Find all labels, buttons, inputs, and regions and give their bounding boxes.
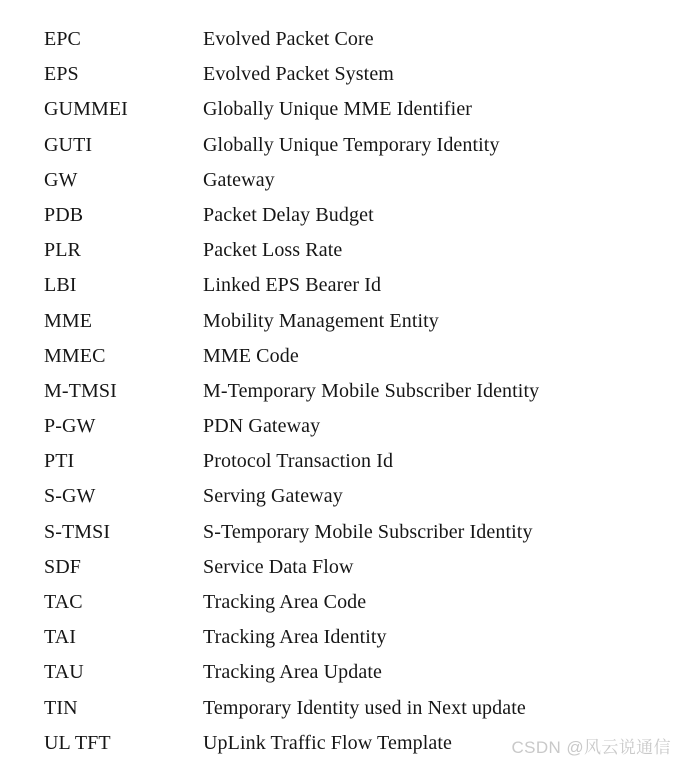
abbreviation-definition: Globally Unique MME Identifier — [203, 98, 473, 121]
glossary-row — [44, 304, 664, 339]
glossary-row — [44, 585, 664, 620]
abbreviation-definition: S-Temporary Mobile Subscriber Identity — [203, 520, 533, 543]
abbreviation-term: EPC — [44, 28, 81, 50]
abbreviation-term: SDF — [44, 555, 81, 578]
glossary-row — [44, 691, 664, 726]
glossary-row — [44, 620, 664, 655]
glossary-row — [44, 128, 664, 163]
glossary-row — [44, 409, 664, 444]
abbreviation-definition: MME Code — [203, 344, 299, 367]
glossary-row — [44, 163, 664, 198]
glossary-row — [44, 655, 664, 690]
glossary-row — [44, 374, 664, 409]
glossary-row — [44, 479, 664, 514]
abbreviation-definition: Service Data Flow — [203, 555, 354, 578]
abbreviation-definition: Tracking Area Identity — [203, 626, 387, 649]
abbreviation-definition: Temporary Identity used in Next update — [203, 696, 526, 719]
abbreviation-term: TAU — [44, 661, 84, 684]
abbreviation-term: UL TFT — [44, 731, 111, 754]
abbreviation-definition: Protocol Transaction Id — [203, 450, 394, 473]
abbreviation-term: GUMMEI — [44, 98, 128, 121]
csdn-watermark: CSDN @风云说通信 — [511, 738, 671, 757]
abbreviation-term: P-GW — [44, 415, 96, 438]
abbreviation-term: S-TMSI — [44, 520, 111, 543]
abbreviation-definition: UpLink Traffic Flow Template — [203, 731, 452, 754]
glossary-row — [44, 515, 664, 550]
abbreviation-definition: Linked EPS Bearer Id — [203, 274, 382, 297]
abbreviation-term: TAC — [44, 591, 83, 613]
abbreviation-definition: M-Temporary Mobile Subscriber Identity — [203, 379, 540, 402]
abbreviation-term: EPS — [44, 63, 79, 86]
abbreviation-definition: Tracking Area Update — [203, 661, 382, 684]
glossary-row — [44, 233, 664, 268]
abbreviation-definition: Evolved Packet Core — [203, 28, 374, 50]
glossary-list — [44, 22, 664, 761]
abbreviation-definition: Packet Loss Rate — [203, 239, 343, 262]
abbreviation-term: TIN — [44, 696, 78, 719]
abbreviation-term: GUTI — [44, 133, 93, 156]
glossary-row — [44, 268, 664, 303]
glossary-row — [44, 550, 664, 585]
glossary-row — [44, 57, 664, 92]
glossary-row — [44, 198, 664, 233]
abbreviation-term: PTI — [44, 450, 75, 473]
abbreviation-definition: Mobility Management Entity — [203, 309, 439, 332]
abbreviation-term: MME — [44, 309, 93, 332]
glossary-row — [44, 22, 664, 57]
abbreviation-term: GW — [44, 168, 78, 191]
abbreviation-term: PLR — [44, 239, 81, 262]
abbreviation-term: S-GW — [44, 485, 96, 508]
abbreviation-definition: PDN Gateway — [203, 415, 321, 438]
abbreviation-definition: Evolved Packet System — [203, 63, 394, 86]
abbreviation-definition: Gateway — [203, 168, 275, 191]
abbreviation-definition: Globally Unique Temporary Identity — [203, 133, 500, 156]
abbreviation-term: TAI — [44, 626, 77, 649]
abbreviation-term: M-TMSI — [44, 379, 117, 402]
glossary-row — [44, 444, 664, 479]
glossary-row — [44, 92, 664, 127]
abbreviation-term: PDB — [44, 203, 84, 226]
abbreviation-term: MMEC — [44, 344, 106, 367]
glossary-row — [44, 339, 664, 374]
abbreviation-definition: Tracking Area Code — [203, 591, 367, 613]
abbreviation-term: LBI — [44, 274, 77, 297]
abbreviation-definition: Packet Delay Budget — [203, 203, 374, 226]
abbreviation-definition: Serving Gateway — [203, 485, 343, 508]
